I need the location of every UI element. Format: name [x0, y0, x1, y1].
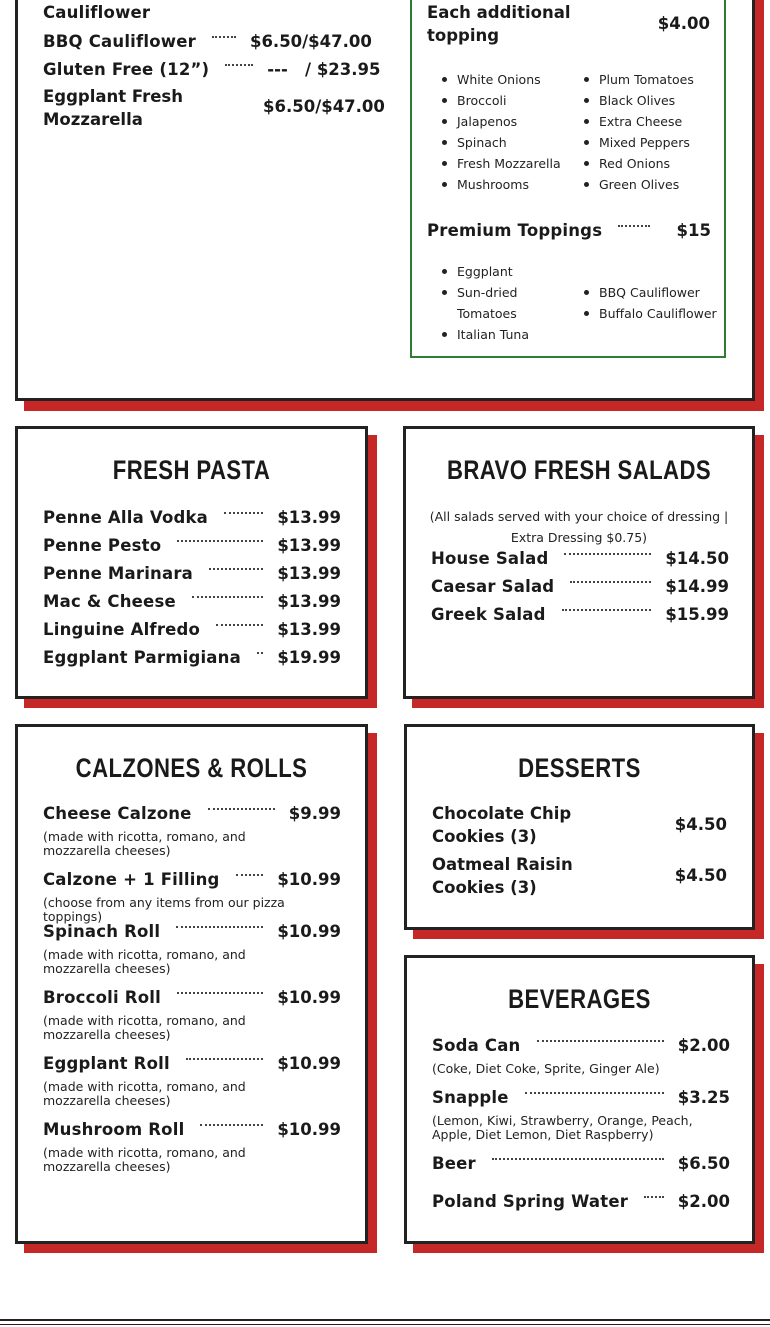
item-note: (choose from any items from our pizza toppings)	[43, 895, 285, 924]
item-price: $19.99	[277, 647, 341, 667]
leader-dots	[562, 609, 652, 611]
salads-note	[416, 506, 742, 548]
item-price: $2.00	[677, 1035, 730, 1055]
toppings-box	[410, 0, 726, 358]
pasta-card	[15, 426, 368, 699]
section-title: CALZONES & ROLLS	[75, 753, 308, 783]
note-line: Extra Dressing $0.75)	[510, 530, 648, 545]
item-name: Penne Alla Vodka	[43, 507, 208, 527]
leader-dots	[176, 926, 263, 928]
list-item: Mushrooms	[457, 174, 561, 195]
leader-dots	[208, 808, 275, 810]
item-price: $14.50	[665, 548, 729, 568]
item-price: $6.50/$47.00	[249, 31, 372, 51]
item-price: $10.99	[277, 987, 341, 1007]
toppings-list-left	[457, 69, 561, 195]
premium-toppings-label: Premium Toppings	[427, 220, 603, 240]
label-line: topping	[427, 26, 500, 45]
item-price: $10.99	[277, 869, 341, 889]
list-item: Extra Cheese	[599, 111, 694, 132]
section-title: BRAVO FRESH SALADS	[446, 455, 712, 485]
menu-item-row	[43, 618, 341, 640]
dessert-name	[432, 802, 571, 848]
additional-topping-label	[427, 1, 571, 47]
leader-dots	[216, 624, 263, 626]
item-name: Eggplant Parmigiana	[43, 647, 241, 667]
premium-toppings-row	[427, 219, 711, 241]
section-title: DESSERTS	[518, 753, 641, 783]
item-price: $6.50/$47.00	[263, 97, 385, 116]
leader-dots	[224, 512, 263, 514]
item-name: Penne Pesto	[43, 535, 162, 555]
note-line: (All salads served with your choice of dressing |	[429, 509, 729, 524]
item-name-line: Cookies (3)	[432, 827, 537, 846]
list-item: Fresh Mozzarella	[457, 153, 561, 174]
footer-divider	[0, 1324, 770, 1325]
list-item: Eggplant	[457, 261, 529, 282]
leader-dots	[186, 1058, 264, 1060]
list-item: Black Olives	[599, 90, 694, 111]
menu-item-row	[431, 547, 729, 569]
item-price: $13.99	[277, 563, 341, 583]
item-note: (Coke, Diet Coke, Sprite, Ginger Ale)	[432, 1061, 660, 1076]
item-price: $13.99	[277, 591, 341, 611]
list-item: Italian Tuna	[457, 324, 529, 345]
menu-item-row	[43, 58, 381, 80]
item-price: $4.50	[674, 815, 727, 834]
item-name: Cheese Calzone	[43, 803, 192, 823]
list-item: Sun-dried	[457, 282, 529, 303]
menu-item-row	[432, 1190, 730, 1212]
leader-dots	[618, 225, 650, 227]
leader-dots	[525, 1092, 664, 1094]
item-price: $15.99	[665, 604, 729, 624]
toppings-list-right	[599, 69, 694, 195]
menu-item-row	[43, 1, 383, 23]
item-name: Soda Can	[432, 1035, 521, 1055]
list-item: Red Onions	[599, 153, 694, 174]
item-name: Poland Spring Water	[432, 1191, 629, 1211]
item-price: $13.99	[277, 535, 341, 555]
pizza-card	[15, 0, 755, 401]
item-price: --- / $23.95	[267, 59, 381, 79]
list-item: Broccoli	[457, 90, 561, 111]
menu-item-row	[43, 1052, 341, 1074]
leader-dots	[564, 553, 651, 555]
item-name: Beer	[432, 1153, 476, 1173]
item-name-line: Cookies (3)	[432, 878, 537, 897]
menu-item-row	[43, 30, 372, 52]
item-price: $14.99	[665, 576, 729, 596]
item-price: $4.50	[674, 866, 727, 885]
menu-item-row	[431, 603, 729, 625]
item-name: Snapple	[432, 1087, 509, 1107]
list-item: Jalapenos	[457, 111, 561, 132]
item-name: Linguine Alfredo	[43, 619, 201, 639]
item-price: $10.99	[277, 1053, 341, 1073]
leader-dots	[177, 540, 263, 542]
list-item: Buffalo Cauliflower	[599, 303, 717, 324]
premium-list-right	[599, 282, 717, 324]
leader-dots	[212, 36, 236, 38]
item-price: $13.99	[277, 507, 341, 527]
item-note: (Lemon, Kiwi, Strawberry, Orange, Peach, Apple, Diet Lemon, Diet Raspberry)	[432, 1113, 693, 1142]
item-name: Mac & Cheese	[43, 591, 176, 611]
item-note: (made with ricotta, romano, and mozzarella cheeses)	[43, 947, 246, 976]
menu-item-row	[43, 646, 341, 668]
desserts-card	[404, 724, 755, 930]
item-name: Spinach Roll	[43, 921, 161, 941]
calzones-card	[15, 724, 368, 1244]
menu-item-name-multiline	[43, 85, 183, 131]
item-name: Greek Salad	[431, 604, 546, 624]
list-item: Spinach	[457, 132, 561, 153]
item-name-line: Mozzarella	[43, 110, 143, 129]
leader-dots	[192, 596, 263, 598]
list-item: Plum Tomatoes	[599, 69, 694, 90]
list-item: BBQ Cauliflower	[599, 282, 717, 303]
leader-dots	[492, 1158, 664, 1160]
item-note: (made with ricotta, romano, and mozzarella cheeses)	[43, 1145, 246, 1174]
menu-item-row	[432, 1086, 730, 1108]
item-price: $6.50	[677, 1153, 730, 1173]
item-name-line: Oatmeal Raisin	[432, 855, 573, 874]
item-name: Eggplant Roll	[43, 1053, 170, 1073]
item-name: Broccoli Roll	[43, 987, 161, 1007]
menu-item-row	[43, 534, 341, 556]
premium-toppings-price: $15	[676, 220, 711, 240]
leader-dots	[177, 992, 263, 994]
label-line: Each additional	[427, 3, 571, 22]
additional-topping-price: $4.00	[657, 14, 710, 33]
item-name: Penne Marinara	[43, 563, 194, 583]
leader-dots	[225, 64, 253, 66]
menu-item-row	[431, 575, 729, 597]
leader-dots	[570, 581, 651, 583]
item-price: $3.25	[677, 1087, 730, 1107]
item-name: House Salad	[431, 548, 549, 568]
menu-item-row	[43, 868, 341, 890]
section-title: BEVERAGES	[508, 984, 651, 1014]
item-name: Calzone + 1 Filling	[43, 869, 220, 889]
item-name: Cauliflower	[43, 2, 151, 22]
leader-dots	[236, 874, 264, 876]
item-note: (made with ricotta, romano, and mozzarella cheeses)	[43, 829, 246, 858]
list-item: Green Olives	[599, 174, 694, 195]
list-item-continued: Tomatoes	[457, 306, 517, 321]
item-price: $10.99	[277, 921, 341, 941]
menu-item-row	[43, 1118, 341, 1140]
item-name: Caesar Salad	[431, 576, 555, 596]
section-title: FRESH PASTA	[112, 455, 271, 485]
item-name: Mushroom Roll	[43, 1119, 185, 1139]
menu-item-row	[43, 920, 341, 942]
menu-item-row	[43, 802, 341, 824]
menu-item-row	[43, 590, 341, 612]
item-price: $2.00	[677, 1191, 730, 1211]
item-price: $10.99	[277, 1119, 341, 1139]
item-name-line: Eggplant Fresh	[43, 87, 183, 106]
leader-dots	[209, 568, 263, 570]
leader-dots	[257, 652, 263, 654]
item-price: $9.99	[288, 803, 341, 823]
menu-item-row	[432, 1034, 730, 1056]
menu-item-row	[43, 506, 341, 528]
menu-item-row	[43, 986, 341, 1008]
item-name: Gluten Free (12”)	[43, 59, 210, 79]
item-note: (made with ricotta, romano, and mozzarella cheeses)	[43, 1013, 246, 1042]
item-price: $13.99	[277, 619, 341, 639]
menu-item-row	[432, 1152, 730, 1174]
item-name-line: Chocolate Chip	[432, 804, 572, 823]
leader-dots	[644, 1196, 664, 1198]
leader-dots	[537, 1040, 664, 1042]
premium-list-left	[457, 261, 529, 345]
beverages-card	[404, 955, 755, 1244]
list-item: White Onions	[457, 69, 561, 90]
salads-card	[403, 426, 755, 699]
dessert-name	[432, 853, 573, 899]
list-item: Mixed Peppers	[599, 132, 694, 153]
footer-divider	[0, 1319, 770, 1321]
leader-dots	[200, 1124, 263, 1126]
item-name: BBQ Cauliflower	[43, 31, 196, 51]
menu-item-row	[43, 562, 341, 584]
item-note: (made with ricotta, romano, and mozzarella cheeses)	[43, 1079, 246, 1108]
